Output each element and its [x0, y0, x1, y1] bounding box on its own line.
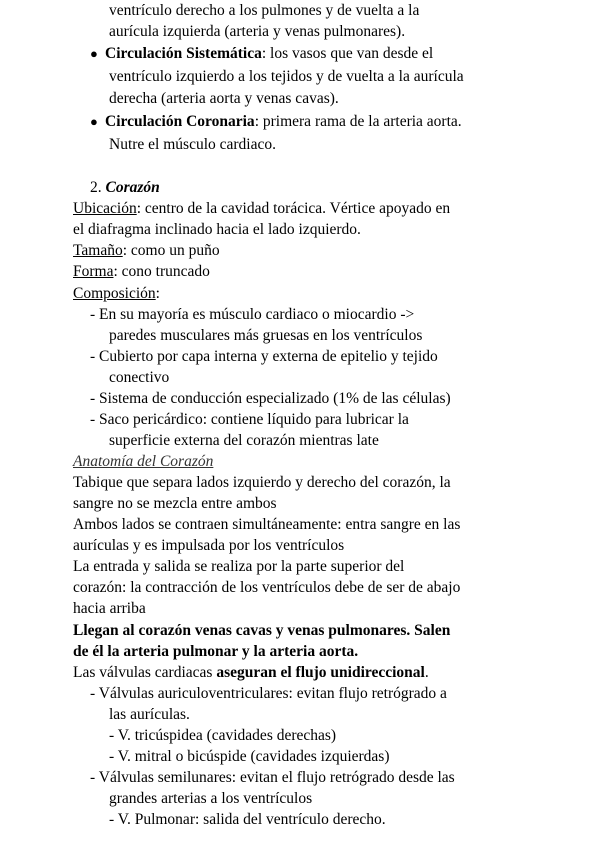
bullet-icon: ●: [90, 46, 98, 61]
ubicacion-line-1: [73, 198, 450, 219]
anatomia-p4-line-2: de él la arteria pulmonar y la arteria aorta.: [73, 643, 359, 660]
anatomia-p1-line-2: sangre no se mezcla entre ambos: [73, 495, 277, 512]
forma-text: : cono truncado: [113, 263, 210, 280]
composicion-item-2-line-2: conectivo: [109, 369, 170, 386]
av-valves-line-1: - Válvulas auriculoventriculares: evitan flujo retrógrado a: [90, 685, 447, 702]
pulmonary-valve-item: - V. Pulmonar: salida del ventrículo derecho.: [109, 811, 386, 828]
composicion-colon: :: [155, 285, 160, 302]
composicion-item-1-line-1: - En su mayoría es músculo cardiaco o miocardio ->: [90, 306, 415, 323]
ubicacion-label: Ubicación: [73, 200, 137, 217]
composicion-label: Composición: [73, 285, 156, 302]
bullet-icon: ●: [90, 114, 98, 129]
forma-line: [73, 261, 210, 282]
coronaria-line-2: Nutre el músculo cardiaco.: [109, 136, 276, 153]
semilunar-valves-line-2: grandes arterias a los ventrículos: [109, 790, 313, 807]
section-number: 2.: [90, 179, 102, 196]
composicion-item-4-line-2: superficie externa del corazón mientras late: [109, 432, 379, 449]
mitral-valve-item: - V. mitral o bicúspide (cavidades izquierdas): [109, 748, 390, 765]
anatomia-heading: Anatomía del Corazón: [73, 453, 214, 470]
anatomia-p3-line-2: corazón: la contracción de los ventrículos debe de ser de abajo: [73, 579, 461, 596]
forma-label: Forma: [73, 263, 114, 280]
anatomia-p1-line-1: Tabique que separa lados izquierdo y derecho del corazón, la: [73, 474, 451, 491]
valvulas-period: .: [424, 664, 429, 681]
tricuspid-valve-item: - V. tricúspidea (cavidades derechas): [109, 727, 337, 744]
ubicacion-text: : centro de la cavidad torácica. Vértice apoyado en: [136, 200, 451, 217]
sistematica-title: Circulación Sistemática: [105, 45, 262, 62]
ubicacion-line-2: el diafragma inclinado hacia el lado izquierdo.: [73, 221, 361, 238]
av-valves-line-2: las aurículas.: [109, 706, 190, 723]
tamano-label: Tamaño: [73, 242, 123, 259]
composicion-item-4-line-1: - Saco pericárdico: contiene líquido para lubricar la: [90, 411, 409, 428]
coronaria-text: : primera rama de la arteria aorta.: [254, 113, 462, 130]
composicion-line: [73, 283, 160, 304]
section-title: Corazón: [105, 179, 160, 196]
semilunar-valves-line-1: - Válvulas semilunares: evitan el flujo retrógrado desde las: [90, 769, 455, 786]
composicion-item-1-line-2: paredes musculares más gruesas en los ventrículos: [109, 327, 423, 344]
anatomia-p2-line-1: Ambos lados se contraen simultáneamente: entra sangre en las: [73, 516, 461, 533]
valvulas-emphasis: aseguran el flujo unidireccional: [216, 664, 425, 681]
composicion-item-3: - Sistema de conducción especializado (1% de las células): [90, 390, 451, 407]
sistematica-line-2: ventrículo izquierdo a los tejidos y de vuelta a la aurícula: [109, 68, 464, 85]
sistematica-line-1: [105, 43, 433, 64]
tamano-line: [73, 240, 220, 261]
pulmonar-line-1: ventrículo derecho a los pulmones y de vuelta a la: [109, 2, 420, 19]
pulmonar-line-2: aurícula izquierda (arteria y venas pulmonares).: [109, 23, 406, 40]
valvulas-intro: Las válvulas cardiacas: [73, 664, 217, 681]
anatomia-p5-line: [73, 662, 429, 683]
coronaria-title: Circulación Coronaria: [105, 113, 255, 130]
tamano-text: : como un puño: [122, 242, 220, 259]
coronaria-line-1: [105, 111, 462, 132]
anatomia-p3-line-3: hacia arriba: [73, 600, 146, 617]
corazon-heading: [90, 177, 160, 198]
anatomia-p3-line-1: La entrada y salida se realiza por la parte superior del: [73, 558, 405, 575]
sistematica-text: : los vasos que van desde el: [261, 45, 434, 62]
composicion-item-2-line-1: - Cubierto por capa interna y externa de epitelio y tejido: [90, 348, 438, 365]
sistematica-line-3: derecha (arteria aorta y venas cavas).: [109, 90, 339, 107]
anatomia-p2-line-2: aurículas y es impulsada por los ventrículos: [73, 537, 345, 554]
anatomia-p4-line-1: Llegan al corazón venas cavas y venas pulmonares. Salen: [73, 622, 451, 639]
